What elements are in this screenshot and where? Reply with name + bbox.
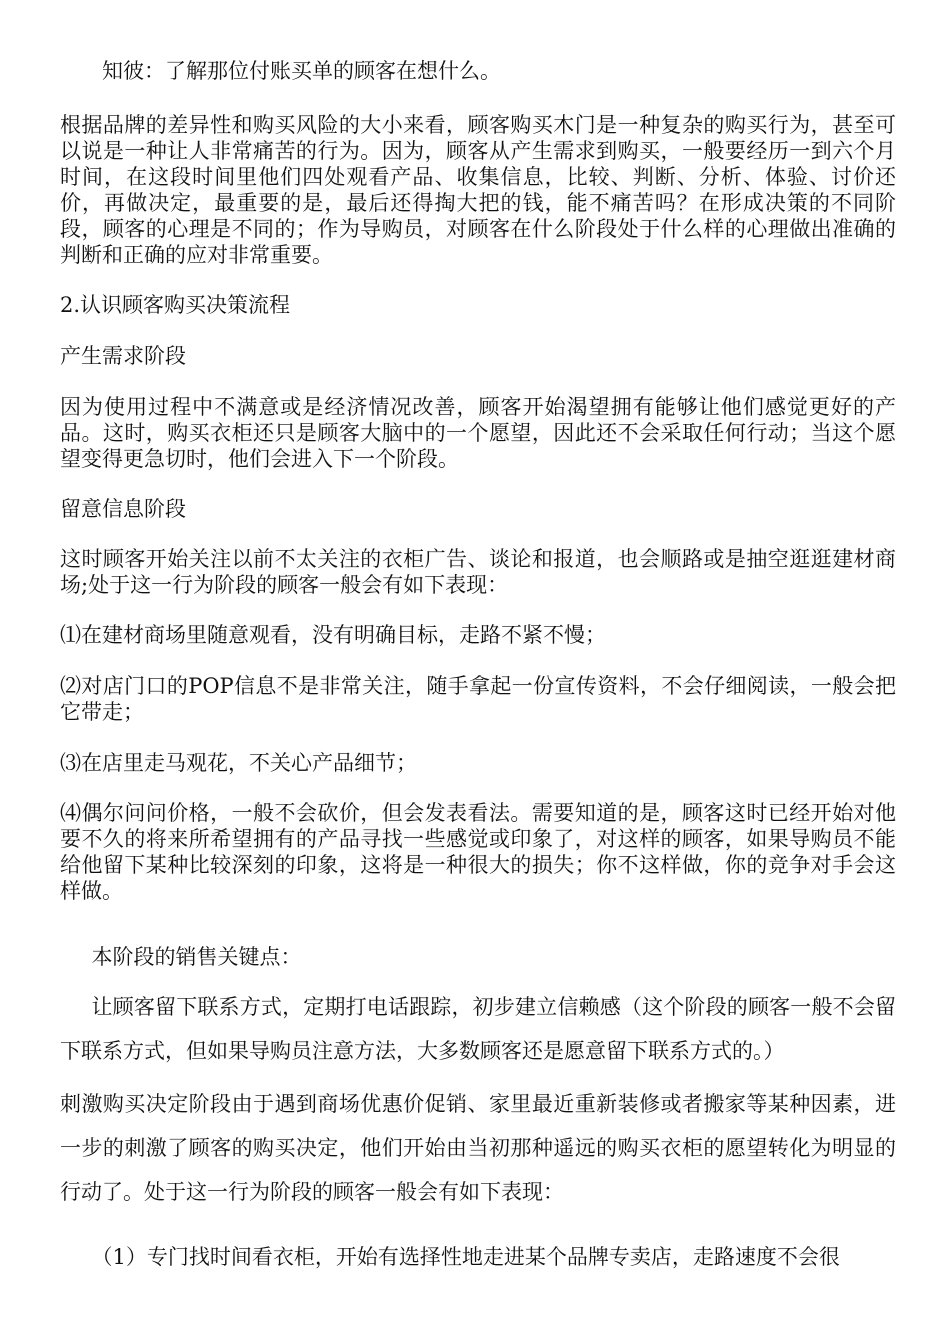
paragraph-purchase-behavior: 根据品牌的差异性和购买风险的大小来看，顾客购买木门是一种复杂的购买行为，甚至可以说是一种让人非常痛苦的行为。因为，顾客从产生需求到购买，一般要经历一到六个月时间，在这段时间里他们四处观看产品、收集信息，比较、判断、分析、体验、讨价还价，再做决定，最重要的是，最后还得掏大把的钱，能不痛苦吗？在形成决策的不同阶段，顾客的心理是不同的；作为导购员，对顾客在什么阶段处于什么样的心理做出准确的判断和正确的应对非常重要。 — [60, 113, 896, 267]
list-item-1: ⑴在建材商场里随意观看，没有明确目标，走路不紧不慢； — [60, 623, 606, 647]
stage-heading-need: 产生需求阶段 — [60, 344, 186, 368]
section-heading-decision-process: 2.认识顾客购买决策流程 — [60, 293, 291, 317]
list-item-4: ⑷偶尔问问价格，一般不会砍价，但会发表看法。需要知道的是，顾客这时已经开始对他要不久的将来所希望拥有的产品寻找一些感觉或印象了，对这样的顾客，如果导购员不能给他留下某种比较深刻的印象，这将是一种很大的损失；你不这样做，你的竞争对手会这样做。 — [60, 801, 896, 903]
paragraph-need-stage: 因为使用过程中不满意或是经济情况改善，顾客开始渴望拥有能够让他们感觉更好的产品。这时，购买衣柜还只是顾客大脑中的一个愿望，因此还不会采取任何行动；当这个愿望变得更急切时，他们会进入下一个阶段。 — [60, 395, 896, 471]
paragraph-information-stage: 这时顾客开始关注以前不太关注的衣柜广告、谈论和报道，也会顺路或是抽空逛逛建材商场;处于这一行为阶段的顾客一般会有如下表现： — [60, 547, 896, 597]
paragraph-stimulus-stage: 刺激购买决定阶段由于遇到商场优惠价促销、家里最近重新装修或者搬家等某种因素，进一步的刺激了顾客的购买决定，他们开始由当初那种遥远的购买衣柜的愿望转化为明显的行动了。处于这一行为阶段的顾客一般会有如下表现： — [60, 1092, 896, 1204]
stage-heading-information: 留意信息阶段 — [60, 497, 186, 521]
key-points-heading: 本阶段的销售关键点： — [91, 945, 302, 969]
paragraph-key-points: 让顾客留下联系方式，定期打电话跟踪，初步建立信赖感（这个阶段的顾客一般不会留下联系方式，但如果导购员注意方法，大多数顾客还是愿意留下联系方式的。） — [60, 995, 896, 1063]
list-item-stimulus-1: （1）专门找时间看衣柜，开始有选择性地走进某个品牌专卖店，走路速度不会很 — [91, 1245, 840, 1269]
list-item-3: ⑶在店里走马观花，不关心产品细节； — [60, 751, 417, 775]
list-item-2: ⑵对店门口的POP信息不是非常关注，随手拿起一份宣传资料，不会仔细阅读，一般会把它带走； — [60, 674, 896, 724]
paragraph-know-customer: 知彼：了解那位付账买单的顾客在想什么。 — [102, 59, 501, 83]
